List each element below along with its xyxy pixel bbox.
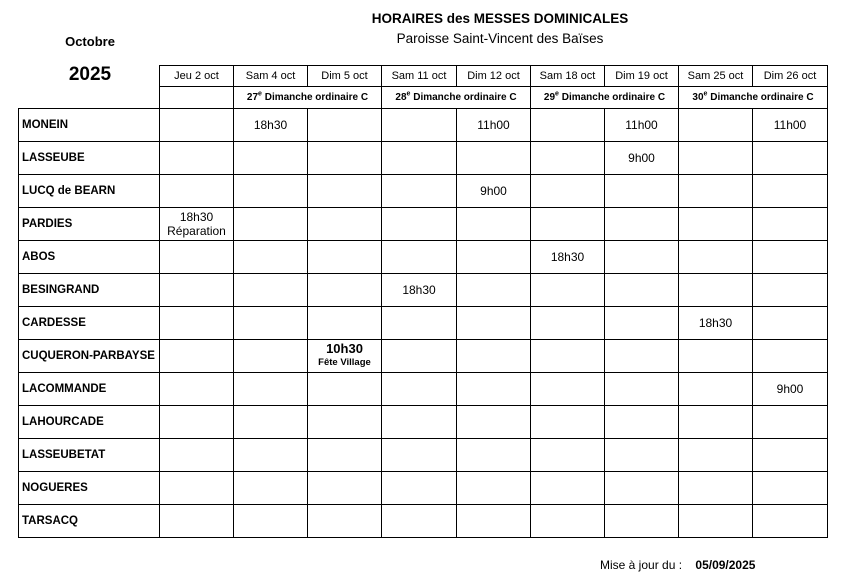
schedule-cell — [382, 109, 457, 142]
schedule-cell — [531, 241, 605, 274]
place-name: MONEIN — [19, 109, 160, 142]
schedule-cell — [160, 208, 234, 241]
schedule-cell — [382, 274, 457, 307]
table-row — [19, 472, 828, 505]
mass-time: 18h30 — [402, 283, 436, 297]
place-name: LAHOURCADE — [19, 406, 160, 439]
schedule-cell — [605, 241, 679, 274]
schedule-cell — [160, 142, 234, 175]
table-row — [19, 175, 828, 208]
day-header: Dim 5 oct — [308, 66, 382, 87]
schedule-cell — [679, 175, 753, 208]
mass-time: 18h30 — [253, 118, 288, 132]
day-header: Jeu 2 oct — [160, 66, 234, 87]
schedule-cell — [234, 439, 308, 472]
day-header: Dim 12 oct — [457, 66, 531, 87]
schedule-cell — [753, 175, 828, 208]
schedule-cell — [234, 373, 308, 406]
schedule-cell — [531, 439, 605, 472]
place-name: LUCQ de BEARN — [19, 175, 160, 208]
schedule-cell — [234, 208, 308, 241]
schedule-cell — [531, 505, 605, 538]
schedule-cell — [308, 307, 382, 340]
schedule-cell — [160, 373, 234, 406]
schedule-cell — [753, 373, 828, 406]
place-name: LACOMMANDE — [19, 373, 160, 406]
mass-schedule-table — [18, 65, 828, 538]
schedule-cell — [160, 406, 234, 439]
page-title: HORAIRES des MESSES DOMINICALES — [371, 11, 629, 26]
schedule-cell — [382, 142, 457, 175]
update-footer — [600, 558, 755, 572]
schedule-cell — [308, 109, 382, 142]
schedule-cell — [234, 505, 308, 538]
schedule-cell — [531, 472, 605, 505]
mass-time: 18h30 — [698, 316, 733, 330]
place-name: BESINGRAND — [19, 274, 160, 307]
schedule-cell — [753, 340, 828, 373]
mass-note: Réparation — [167, 224, 226, 238]
table-row — [19, 142, 828, 175]
schedule-cell — [605, 175, 679, 208]
schedule-cell — [753, 505, 828, 538]
place-name: NOGUERES — [19, 472, 160, 505]
schedule-cell — [308, 373, 382, 406]
schedule-cell — [679, 307, 753, 340]
place-name: CUQUERON-PARBAYSE — [19, 340, 160, 373]
schedule-cell — [382, 472, 457, 505]
empty-header-cell — [160, 87, 234, 109]
schedule-cell — [679, 109, 753, 142]
schedule-cell — [605, 142, 679, 175]
place-name: CARDESSE — [19, 307, 160, 340]
schedule-cell — [679, 142, 753, 175]
schedule-cell — [457, 142, 531, 175]
schedule-cell — [679, 406, 753, 439]
schedule-cell — [457, 505, 531, 538]
liturgical-header-row — [19, 87, 828, 109]
mass-time: 18h30 — [179, 210, 214, 224]
schedule-cell — [234, 109, 308, 142]
schedule-cell — [753, 241, 828, 274]
schedule-cell — [234, 142, 308, 175]
schedule-cell — [457, 439, 531, 472]
table-row — [19, 505, 828, 538]
update-label: Mise à jour du : — [600, 558, 683, 572]
schedule-cell — [605, 274, 679, 307]
schedule-cell — [382, 208, 457, 241]
schedule-cell — [531, 340, 605, 373]
schedule-cell — [308, 505, 382, 538]
mass-time: 11h00 — [773, 118, 807, 132]
schedule-cell — [160, 274, 234, 307]
schedule-cell — [308, 274, 382, 307]
day-header: Dim 26 oct — [753, 66, 828, 87]
mass-time: 18h30 — [550, 250, 585, 264]
schedule-cell — [457, 274, 531, 307]
schedule-cell — [679, 340, 753, 373]
schedule-cell — [753, 406, 828, 439]
corner-cell — [19, 87, 160, 109]
schedule-cell — [605, 373, 679, 406]
schedule-cell — [234, 274, 308, 307]
schedule-cell — [308, 208, 382, 241]
schedule-cell — [679, 439, 753, 472]
schedule-cell — [382, 340, 457, 373]
schedule-cell — [308, 340, 382, 373]
schedule-cell — [308, 406, 382, 439]
schedule-cell — [160, 175, 234, 208]
month-label: Octobre — [65, 34, 115, 49]
schedule-cell — [605, 406, 679, 439]
schedule-cell — [382, 505, 457, 538]
schedule-cell — [457, 472, 531, 505]
table-row — [19, 439, 828, 472]
table-row — [19, 274, 828, 307]
sunday-header: 27e Dimanche ordinaire C — [234, 87, 382, 109]
schedule-cell — [753, 307, 828, 340]
schedule-cell — [308, 439, 382, 472]
schedule-cell — [605, 472, 679, 505]
table-row — [19, 109, 828, 142]
schedule-cell — [531, 307, 605, 340]
place-rows — [19, 109, 828, 538]
schedule-cell — [531, 208, 605, 241]
schedule-cell — [234, 406, 308, 439]
mass-time: 9h00 — [776, 382, 804, 396]
schedule-cell — [308, 142, 382, 175]
schedule-cell — [382, 373, 457, 406]
mass-time: 11h00 — [625, 118, 658, 132]
schedule-cell — [531, 274, 605, 307]
schedule-cell — [531, 109, 605, 142]
schedule-cell — [308, 175, 382, 208]
mass-time: 11h00 — [477, 118, 510, 132]
table-row — [19, 241, 828, 274]
place-name: ABOS — [19, 241, 160, 274]
schedule-cell — [457, 406, 531, 439]
schedule-cell — [308, 472, 382, 505]
mass-time: 9h00 — [480, 184, 507, 198]
schedule-cell — [753, 142, 828, 175]
place-name: LASSEUBETAT — [19, 439, 160, 472]
schedule-cell — [679, 373, 753, 406]
schedule-cell — [382, 175, 457, 208]
schedule-cell — [605, 340, 679, 373]
parish-subtitle: Paroisse Saint-Vincent des Baïses — [396, 31, 604, 46]
day-header: Sam 11 oct — [382, 66, 457, 87]
schedule-cell — [234, 472, 308, 505]
schedule-cell — [679, 208, 753, 241]
schedule-cell — [605, 439, 679, 472]
day-header: Dim 19 oct — [605, 66, 679, 87]
schedule-cell — [160, 340, 234, 373]
schedule-cell — [679, 472, 753, 505]
schedule-cell — [531, 373, 605, 406]
schedule-cell — [753, 472, 828, 505]
schedule-cell — [160, 307, 234, 340]
schedule-cell — [753, 208, 828, 241]
day-header: Sam 25 oct — [679, 66, 753, 87]
sunday-header: 30e Dimanche ordinaire C — [679, 87, 828, 109]
sunday-header: 29e Dimanche ordinaire C — [531, 87, 679, 109]
dates-header-row — [19, 66, 828, 87]
sunday-header: 28e Dimanche ordinaire C — [382, 87, 531, 109]
schedule-cell — [234, 307, 308, 340]
schedule-cell — [753, 439, 828, 472]
schedule-cell — [382, 439, 457, 472]
table-row — [19, 340, 828, 373]
schedule-cell — [160, 241, 234, 274]
schedule-cell — [531, 175, 605, 208]
day-header: Sam 4 oct — [234, 66, 308, 87]
schedule-cell — [234, 175, 308, 208]
schedule-cell — [753, 274, 828, 307]
schedule-cell — [160, 472, 234, 505]
year-label: 2025 — [68, 64, 112, 85]
place-name: TARSACQ — [19, 505, 160, 538]
schedule-cell — [457, 340, 531, 373]
schedule-cell — [605, 208, 679, 241]
schedule-cell — [160, 505, 234, 538]
schedule-cell — [457, 241, 531, 274]
schedule-cell — [605, 109, 679, 142]
schedule-cell — [531, 406, 605, 439]
schedule-cell — [382, 307, 457, 340]
schedule-cell — [605, 307, 679, 340]
corner-cell — [19, 66, 160, 87]
schedule-cell — [457, 109, 531, 142]
mass-note: Fête Village — [318, 357, 371, 368]
schedule-cell — [753, 109, 828, 142]
schedule-cell — [382, 241, 457, 274]
schedule-cell — [531, 142, 605, 175]
place-name: PARDIES — [19, 208, 160, 241]
place-name: LASSEUBE — [19, 142, 160, 175]
schedule-cell — [234, 340, 308, 373]
schedule-cell — [679, 274, 753, 307]
schedule-cell — [160, 109, 234, 142]
table-row — [19, 208, 828, 241]
table-row — [19, 307, 828, 340]
schedule-cell — [457, 307, 531, 340]
table-row — [19, 373, 828, 406]
schedule-cell — [457, 373, 531, 406]
schedule-cell — [308, 241, 382, 274]
schedule-cell — [457, 175, 531, 208]
mass-time: 9h00 — [628, 151, 655, 165]
schedule-cell — [382, 406, 457, 439]
schedule-cell — [234, 241, 308, 274]
schedule-cell — [679, 241, 753, 274]
table-row — [19, 406, 828, 439]
schedule-cell — [457, 208, 531, 241]
mass-time: 10h30 — [326, 341, 363, 356]
schedule-cell — [160, 439, 234, 472]
schedule-cell — [605, 505, 679, 538]
update-date: 05/09/2025 — [695, 558, 756, 572]
schedule-cell — [679, 505, 753, 538]
day-header: Sam 18 oct — [531, 66, 605, 87]
